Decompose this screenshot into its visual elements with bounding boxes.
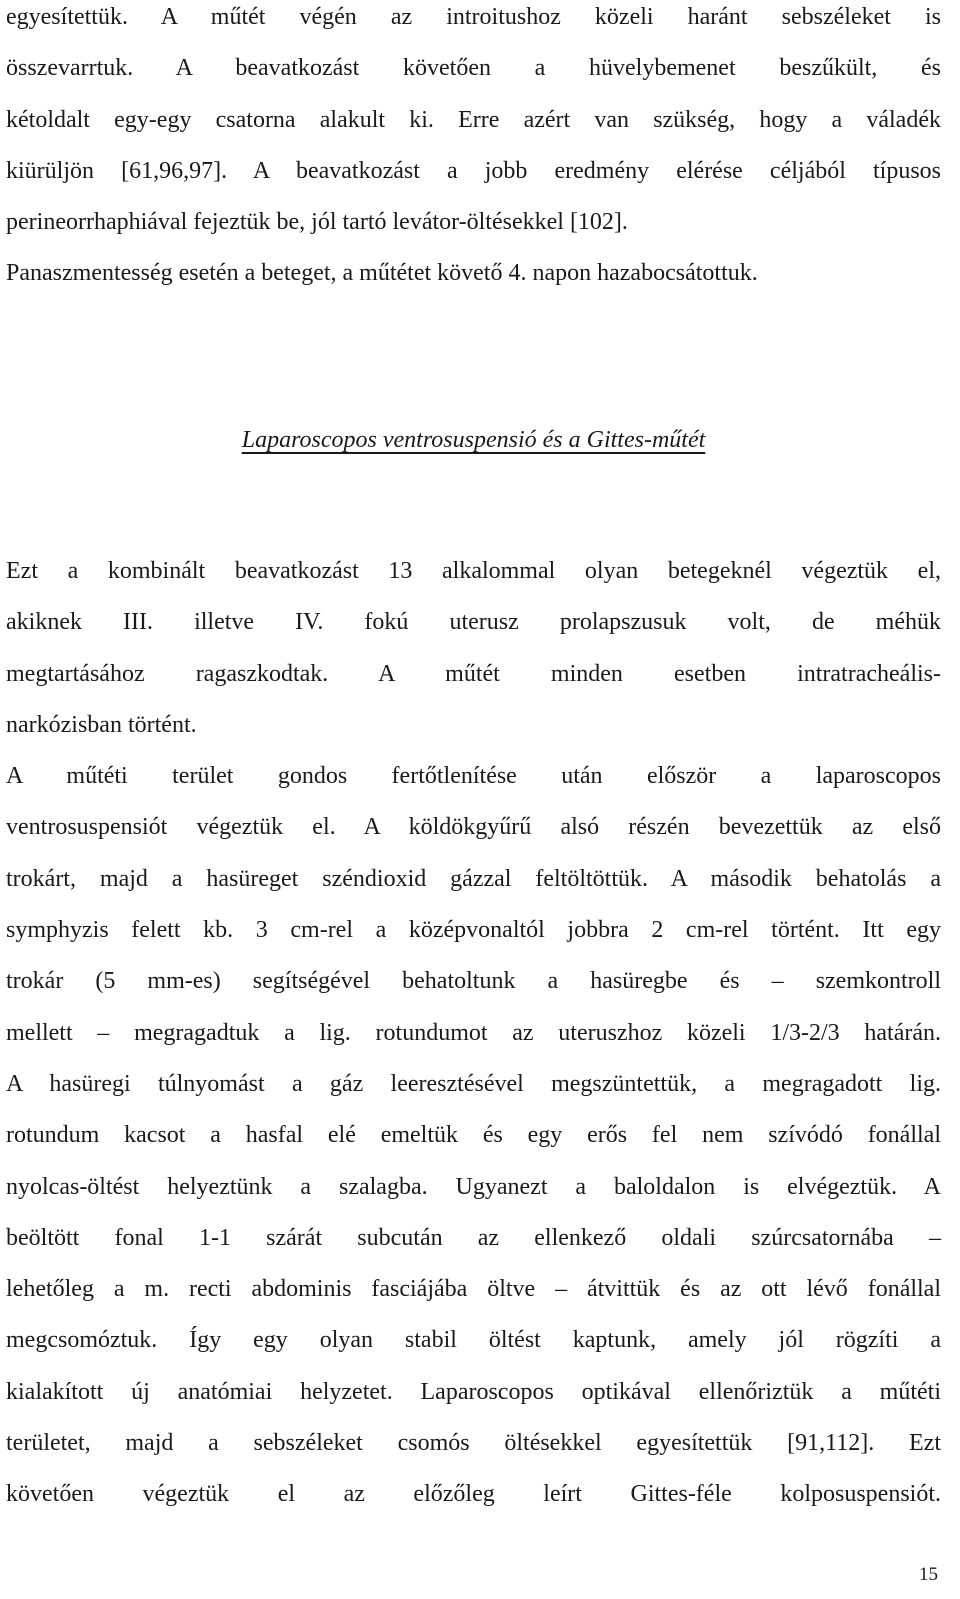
text-line: nyolcas-öltést helyeztünk a szalagba. Ugyanezt a baloldalon is elvégeztük. A: [6, 1173, 941, 1200]
text-line: beöltött fonal 1-1 szárát subcután az ellenkező oldali szúrcsatornába –: [6, 1224, 941, 1251]
paragraph-previous-section: [6, 0, 941, 300]
text-line: ventrosuspensiót végeztük el. A köldökgyűrű alsó részén bevezettük az első: [6, 814, 941, 841]
text-line: kialakított új anatómiai helyzetet. Laparoscopos optikával ellenőriztük a műtéti: [6, 1378, 941, 1405]
text-line: A hasüregi túlnyomást a gáz leeresztésével megszüntettük, a megragadott lig.: [6, 1070, 941, 1097]
section-body: [6, 546, 941, 1521]
text-line: egyesítettük. A műtét végén az introitushoz közeli haránt sebszéleket is: [6, 4, 941, 30]
text-line: Panaszmentesség esetén a beteget, a műtétet követő 4. napon hazabocsátottuk.: [6, 260, 758, 287]
text-line: megtartásához ragaszkodtak. A műtét minden esetben intratracheális-: [6, 660, 941, 687]
text-line: összevarrtuk. A beavatkozást követően a hüvelybemenet beszűkült, és: [6, 55, 941, 82]
text-line: symphyzis felett kb. 3 cm-rel a középvonaltól jobbra 2 cm-rel történt. Itt egy: [6, 917, 941, 944]
text-line: Ezt a kombinált beavatkozást 13 alkalommal olyan betegeknél végeztük el,: [6, 558, 941, 584]
text-line: követően végeztük el az előzőleg leírt Gittes-féle kolposuspensiót.: [6, 1481, 941, 1508]
text-line: perineorrhaphiával fejeztük be, jól tartó levátor-öltésekkel [102].: [6, 209, 628, 236]
page-number: 15: [919, 1564, 938, 1585]
section-heading: Laparoscopos ventrosuspensió és a Gittes-műtét: [241, 427, 706, 453]
text-line: narkózisban történt.: [6, 711, 197, 738]
text-line: rotundum kacsot a hasfal elé emeltük és egy erős fel nem szívódó fonállal: [6, 1122, 941, 1149]
text-line: megcsomóztuk. Így egy olyan stabil öltést kaptunk, amely jól rögzíti a: [6, 1327, 941, 1354]
text-line: trokárt, majd a hasüreget széndioxid gázzal feltöltöttük. A második behatolás a: [6, 865, 941, 892]
text-line: lehetőleg a m. recti abdominis fasciájába öltve – átvittük és az ott lévő fonállal: [6, 1276, 941, 1303]
text-line: kétoldalt egy-egy csatorna alakult ki. Erre azért van szükség, hogy a váladék: [6, 106, 941, 133]
text-line: kiürüljön [61,96,97]. A beavatkozást a jobb eredmény elérése céljából típusos: [6, 157, 941, 184]
text-line: trokár (5 mm-es) segítségével behatoltunk a hasüregbe és – szemkontroll: [6, 968, 941, 995]
text-line: területet, majd a sebszéleket csomós öltésekkel egyesítettük [91,112]. Ezt: [6, 1430, 941, 1457]
text-line: akiknek III. illetve IV. fokú uterusz prolapszusuk volt, de méhük: [6, 609, 941, 636]
text-line: mellett – megragadtuk a lig. rotundumot az uteruszhoz közeli 1/3-2/3 határán.: [6, 1019, 941, 1046]
text-line: A műtéti terület gondos fertőtlenítése után először a laparoscopos: [6, 763, 941, 790]
